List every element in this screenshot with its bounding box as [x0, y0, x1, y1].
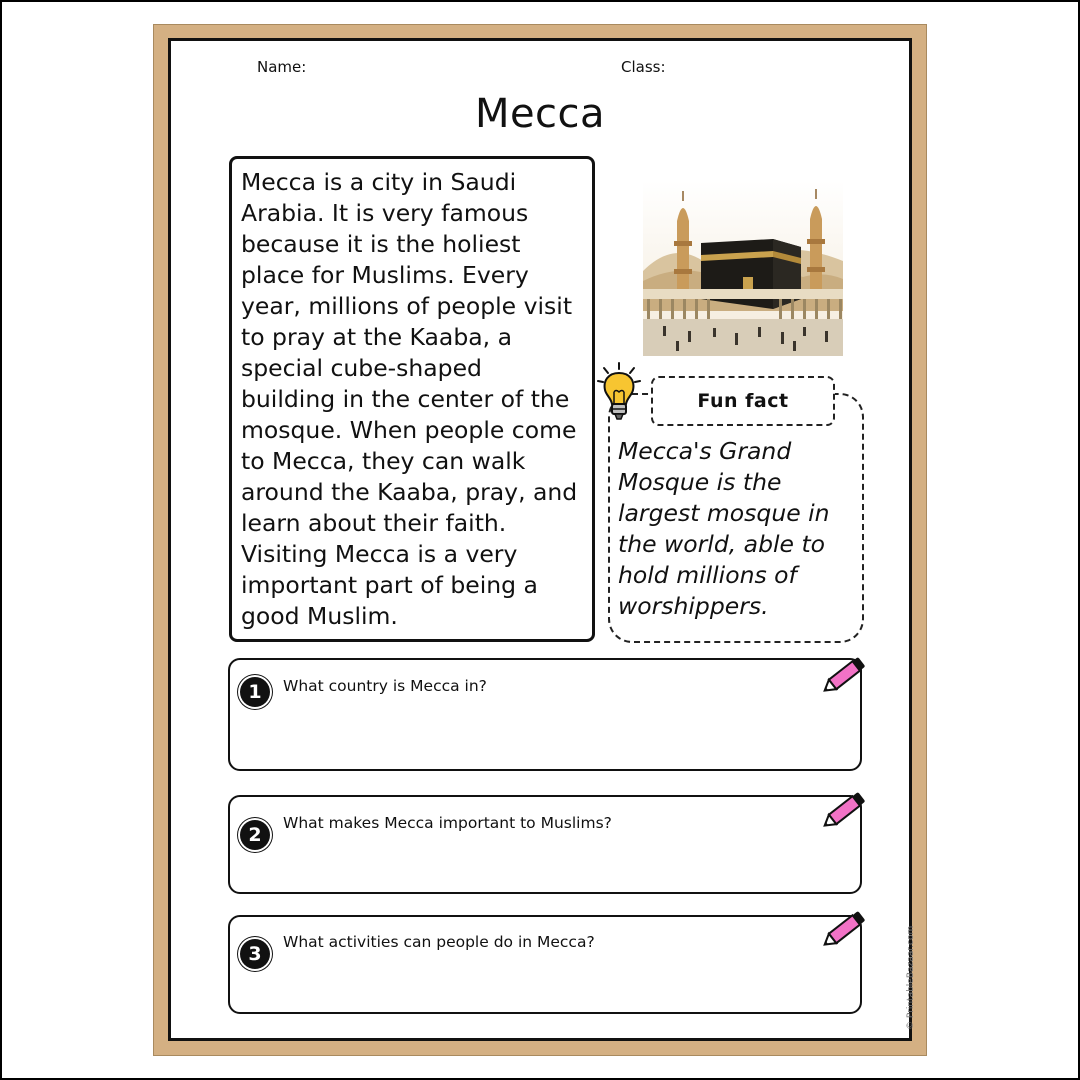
- page-title: Mecca: [474, 91, 606, 137]
- question-number-badge: 1: [240, 677, 270, 707]
- answer-box-3[interactable]: [228, 915, 862, 1014]
- fun-fact-text: Mecca's Grand Mosque is the largest mosque in the world, able to hold millions of worshippers.: [618, 437, 830, 620]
- watermark-text: © PrintableBazaar.com: [906, 925, 916, 1030]
- pencil-icon: [818, 651, 872, 701]
- question-number-badge: 3: [240, 939, 270, 969]
- worksheet-page: [168, 38, 912, 1041]
- answer-box-2[interactable]: [228, 795, 862, 894]
- question-text: What country is Mecca in?: [283, 677, 487, 695]
- name-label: Name:: [257, 58, 307, 76]
- lightbulb-icon: [596, 361, 642, 423]
- fun-fact-heading: Fun fact: [651, 376, 835, 426]
- question-text: What activities can people do in Mecca?: [283, 933, 595, 951]
- pencil-icon: [818, 905, 872, 955]
- pencil-icon: [818, 786, 872, 836]
- question-number-badge: 2: [240, 820, 270, 850]
- class-label: Class:: [621, 58, 666, 76]
- copyright-watermark: [906, 900, 920, 1040]
- kaaba-mosque-illustration: [643, 181, 843, 356]
- answer-box-1[interactable]: [228, 658, 862, 771]
- question-text: What makes Mecca important to Muslims?: [283, 814, 612, 832]
- reading-passage: Mecca is a city in Saudi Arabia. It is very famous because it is the holiest place for Muslims. Every year, millions of people visit to pray at the Kaaba, a special cube-shaped building in the center of the mosque. When people come to Mecca, they can walk around the Kaaba, pray, and learn about their faith. Visiting Mecca is a very important part of being a good Muslim.: [229, 156, 595, 642]
